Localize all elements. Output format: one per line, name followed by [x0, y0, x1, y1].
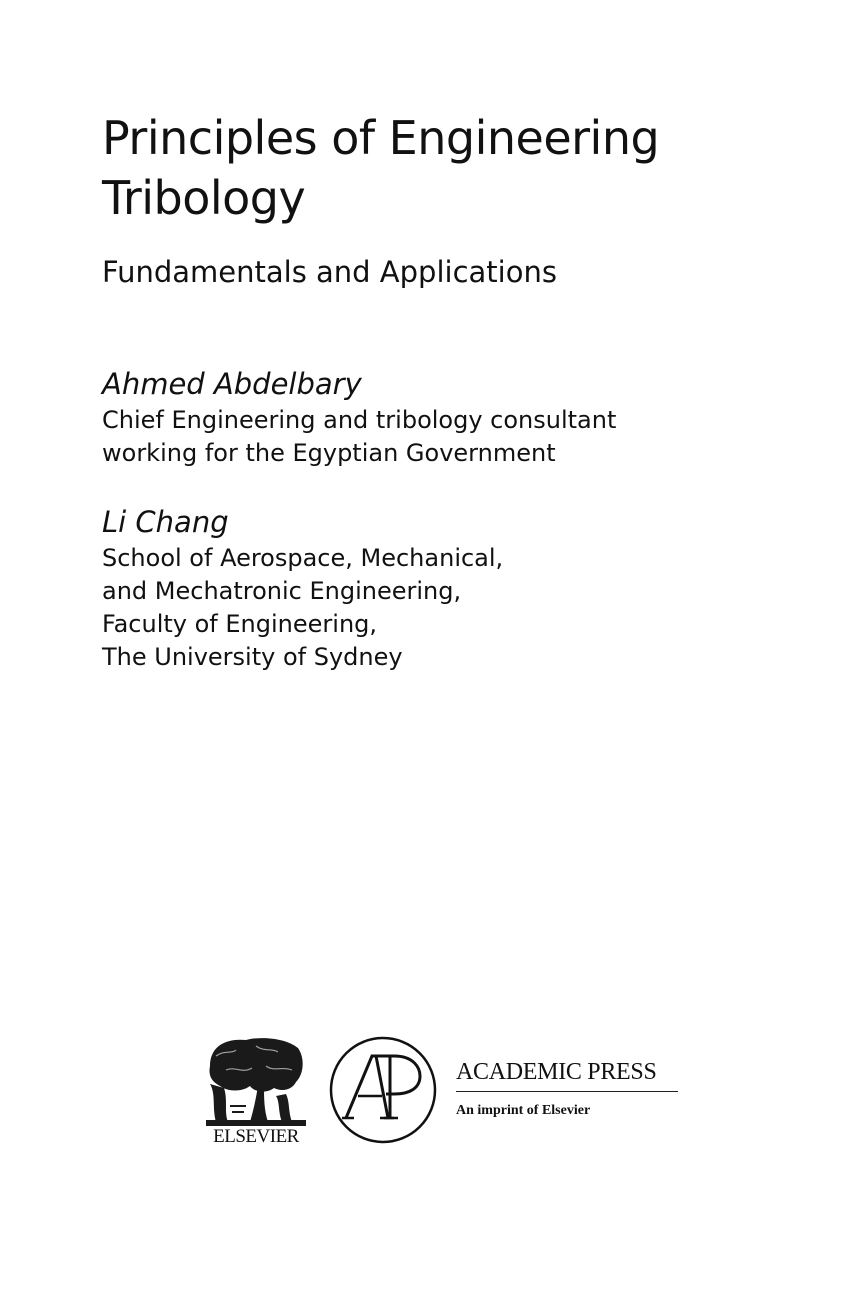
author-affiliation-line: School of Aerospace, Mechanical, [102, 544, 504, 572]
elsevier-tree-logo-icon [206, 1036, 306, 1128]
book-title [102, 108, 659, 228]
publisher-divider [456, 1091, 678, 1092]
book-subtitle: Fundamentals and Applications [102, 255, 557, 289]
academic-press-name: ACADEMIC PRESS [456, 1059, 657, 1085]
author-affiliation-line: and Mechatronic Engineering, [102, 577, 462, 605]
academic-press-ap-logo-icon [328, 1034, 438, 1146]
author-block-2 [102, 504, 503, 674]
author-affiliation-line: working for the Egyptian Government [102, 439, 556, 467]
author-name: Ahmed Abdelbary [102, 367, 362, 401]
author-block-1 [102, 366, 616, 470]
author-name: Li Chang [102, 505, 229, 539]
author-affiliation-line: Faculty of Engineering, [102, 610, 378, 638]
publisher-logos [206, 1034, 686, 1154]
book-title-line-1: Principles of Engineering [102, 111, 660, 165]
author-affiliation-line: The University of Sydney [102, 643, 403, 671]
book-title-line-2: Tribology [102, 171, 306, 225]
elsevier-wordmark: ELSEVIER [213, 1126, 299, 1147]
author-affiliation-line: Chief Engineering and tribology consultant [102, 406, 617, 434]
imprint-line: An imprint of Elsevier [456, 1103, 591, 1118]
